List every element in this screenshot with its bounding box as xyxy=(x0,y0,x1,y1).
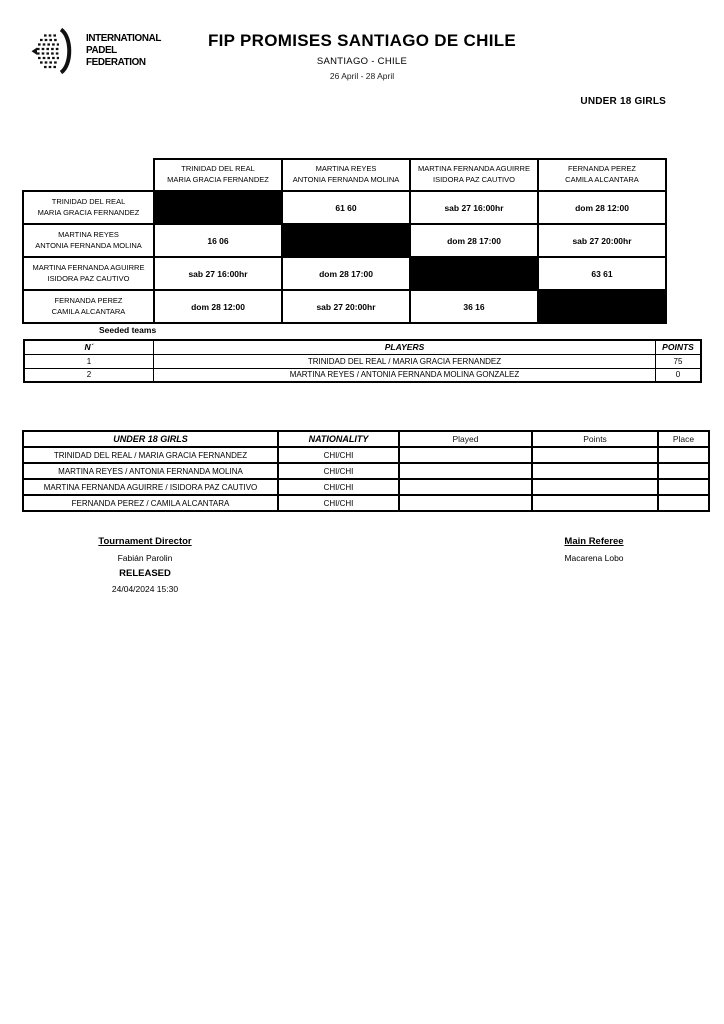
released-status: RELEASED xyxy=(119,568,171,579)
standings-nationality: CHI/CHI xyxy=(278,463,399,479)
matrix-row-header xyxy=(23,257,154,290)
seed-number: 1 xyxy=(24,354,154,368)
seeded-header-points: POINTS xyxy=(656,340,702,354)
standings-points xyxy=(532,495,658,511)
main-referee-name: Macarena Lobo xyxy=(564,553,624,563)
standings-row xyxy=(23,463,709,479)
category-label: UNDER 18 GIRLS xyxy=(580,96,666,107)
standings-table xyxy=(22,430,710,512)
matrix-row xyxy=(23,224,666,257)
seed-points: 75 xyxy=(656,354,702,368)
matrix-corner-cell xyxy=(23,159,154,191)
matrix-blocked-cell xyxy=(154,191,282,224)
team-name: ANTONIA FERNANDA MOLINA xyxy=(35,240,142,250)
matrix-result-cell: 36 16 xyxy=(410,290,538,323)
seeded-teams-table xyxy=(23,339,702,383)
team-name: ISIDORA PAZ CAUTIVO xyxy=(433,175,515,184)
team-name: TRINIDAD DEL REAL xyxy=(51,196,126,206)
standings-team: MARTINA REYES / ANTONIA FERNANDA MOLINA xyxy=(23,463,278,479)
tournament-location: SANTIAGO - CHILE xyxy=(316,56,408,67)
standings-points xyxy=(532,447,658,463)
standings-header-points: Points xyxy=(532,431,658,447)
team-name: FERNANDA PEREZ xyxy=(568,164,636,174)
team-name: TRINIDAD DEL REAL xyxy=(181,164,255,174)
tournament-director-block xyxy=(55,536,235,594)
main-referee-title: Main Referee xyxy=(564,536,624,547)
seeded-header-row xyxy=(24,340,701,354)
standings-row xyxy=(23,447,709,463)
team-name: MARTINA REYES xyxy=(315,164,377,174)
matrix-row xyxy=(23,191,666,224)
standings-header-place: Place xyxy=(658,431,709,447)
standings-header-row xyxy=(23,431,709,447)
seed-players: TRINIDAD DEL REAL / MARIA GRACIA FERNANDEZ xyxy=(154,354,656,368)
main-referee-block xyxy=(504,536,684,563)
seeded-row xyxy=(24,354,701,368)
matrix-schedule-cell: sab 27 20:00hr xyxy=(282,290,410,323)
standings-nationality: CHI/CHI xyxy=(278,479,399,495)
matrix-blocked-cell xyxy=(538,290,666,323)
tournament-title: FIP PROMISES SANTIAGO DE CHILE xyxy=(207,31,517,50)
standings-place xyxy=(658,463,709,479)
standings-nationality: CHI/CHI xyxy=(278,495,399,511)
team-name: FERNANDA PEREZ xyxy=(54,295,123,305)
standings-nationality: CHI/CHI xyxy=(278,447,399,463)
tournament-dates: 26 April - 28 April xyxy=(329,71,395,81)
standings-place xyxy=(658,495,709,511)
team-name: MARTINA FERNANDA AGUIRRE xyxy=(32,262,145,272)
matrix-row-header xyxy=(23,290,154,323)
matrix-row xyxy=(23,257,666,290)
matrix-schedule-cell: dom 28 12:00 xyxy=(538,191,666,224)
matrix-row xyxy=(23,290,666,323)
matrix-schedule-cell: sab 27 16:00hr xyxy=(154,257,282,290)
matrix-schedule-cell: sab 27 20:00hr xyxy=(538,224,666,257)
standings-team: TRINIDAD DEL REAL / MARIA GRACIA FERNANDEZ xyxy=(23,447,278,463)
matrix-result-cell: 63 61 xyxy=(538,257,666,290)
logo-line: FEDERATION xyxy=(86,55,146,68)
seeded-teams-label: Seeded teams xyxy=(99,325,157,335)
standings-header-group: UNDER 18 GIRLS xyxy=(23,431,278,447)
matrix-col-header xyxy=(538,159,666,191)
team-name: CAMILA ALCANTARA xyxy=(565,175,639,184)
matrix-schedule-cell: sab 27 16:00hr xyxy=(410,191,538,224)
standings-place xyxy=(658,447,709,463)
logo-line: PADEL xyxy=(86,44,117,57)
matrix-schedule-cell: dom 28 17:00 xyxy=(282,257,410,290)
team-name: ISIDORA PAZ CAUTIVO xyxy=(47,273,130,283)
standings-row xyxy=(23,495,709,511)
standings-place xyxy=(658,479,709,495)
standings-row xyxy=(23,479,709,495)
standings-played xyxy=(399,495,532,511)
team-name: MARIA GRACIA FERNANDEZ xyxy=(37,207,140,217)
standings-played xyxy=(399,447,532,463)
seeded-header-num: N´ xyxy=(24,340,154,354)
tournament-director-name: Fabián Parolin xyxy=(117,553,173,563)
standings-header-played: Played xyxy=(399,431,532,447)
round-robin-matrix xyxy=(22,158,667,324)
seed-number: 2 xyxy=(24,368,154,382)
standings-played xyxy=(399,463,532,479)
seed-players: MARTINA REYES / ANTONIA FERNANDA MOLINA GONZALEZ xyxy=(154,368,656,382)
matrix-col-header xyxy=(410,159,538,191)
matrix-schedule-cell: dom 28 17:00 xyxy=(410,224,538,257)
standings-header-nationality: NATIONALITY xyxy=(278,431,399,447)
logo-line: INTERNATIONAL xyxy=(86,32,161,45)
team-name: MARTINA REYES xyxy=(58,229,119,239)
matrix-col-header xyxy=(282,159,410,191)
matrix-schedule-cell: dom 28 12:00 xyxy=(154,290,282,323)
standings-team: FERNANDA PEREZ / CAMILA ALCANTARA xyxy=(23,495,278,511)
matrix-blocked-cell xyxy=(410,257,538,290)
team-name: ANTONIA FERNANDA MOLINA xyxy=(292,175,400,184)
matrix-result-cell: 16 06 xyxy=(154,224,282,257)
released-timestamp: 24/04/2024 15:30 xyxy=(111,584,179,594)
seed-points: 0 xyxy=(656,368,702,382)
standings-team: MARTINA FERNANDA AGUIRRE / ISIDORA PAZ CAUTIVO xyxy=(23,479,278,495)
matrix-col-header xyxy=(154,159,282,191)
tournament-director-title: Tournament Director xyxy=(98,536,192,547)
team-name: MARTINA FERNANDA AGUIRRE xyxy=(418,164,530,174)
team-name: CAMILA ALCANTARA xyxy=(51,306,126,316)
team-name: MARIA GRACIA FERNANDEZ xyxy=(167,175,269,184)
seeded-header-players: PLAYERS xyxy=(154,340,656,354)
matrix-result-cell: 61 60 xyxy=(282,191,410,224)
matrix-blocked-cell xyxy=(282,224,410,257)
standings-points xyxy=(532,479,658,495)
matrix-row-header xyxy=(23,224,154,257)
matrix-header-row xyxy=(23,159,666,191)
matrix-row-header xyxy=(23,191,154,224)
seeded-row xyxy=(24,368,701,382)
standings-played xyxy=(399,479,532,495)
standings-points xyxy=(532,463,658,479)
